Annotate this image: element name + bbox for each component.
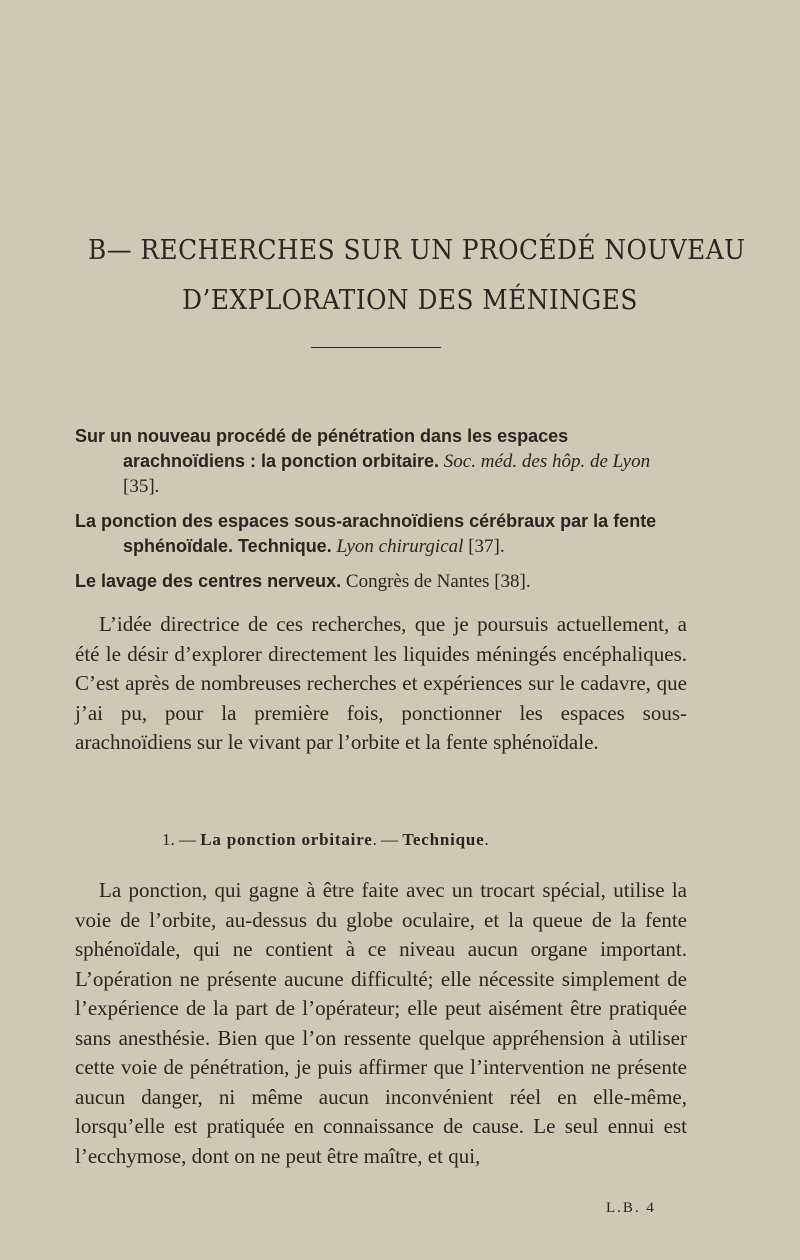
reference-source: Lyon chirurgical — [336, 536, 464, 557]
section-dash: . — — [372, 830, 403, 849]
section-heading — [162, 830, 489, 850]
title-divider — [311, 347, 441, 348]
section-subtitle: Technique — [402, 830, 485, 849]
section-end: . — [484, 830, 489, 849]
reference-item — [75, 509, 690, 559]
reference-source: Soc. méd. des hôp. de Lyon — [443, 451, 651, 472]
reference-title: Le lavage des centres nerveux. — [75, 571, 342, 591]
page-footer: L.B. 4 — [606, 1200, 656, 1216]
reference-list — [75, 424, 690, 604]
reference-source: Congrès de Nantes — [345, 571, 490, 592]
title-line-1: B— RECHERCHES SUR UN PROCÉDÉ NOUVEAU — [88, 235, 746, 266]
reference-number: [38]. — [494, 571, 531, 592]
reference-title: Sur un nouveau procédé de pénétration dans les espaces arachnoïdiens : la ponction orbitaire. — [75, 426, 569, 471]
page-title — [88, 226, 746, 326]
reference-title: La ponction des espaces sous-arachnoïdiens cérébraux par la fente sphénoïdale. Technique. — [75, 511, 657, 556]
section-number: 1. — [162, 830, 175, 849]
reference-number: [35]. — [123, 476, 160, 497]
title-line-2: D’EXPLORATION DES MÉNINGES — [182, 285, 638, 316]
section-paragraph: La ponction, qui gagne à être faite avec un trocart spécial, utilise la voie de l’orbite, au-dessus du globe oculaire, et la queue de la fente sphénoïdale, qui ne contient à ce niveau aucun organe important. L’opération ne présente aucune difficulté; elle nécessite simplement de l’expérience de la part de l’opérateur; elle peut aisément être pratiquée sans anesthésie. Bien que l’on ressente quelque appréhension à utiliser cette voie de pénétration, je puis affirmer que l’intervention ne présente aucun danger, ni même aucun inconvénient réel en elle-même, lorsqu’elle est pratiquée en connaissance de cause. Le seul ennui est l’ecchymose, dont on ne peut être maître, et qui, — [75, 878, 687, 1168]
section-title: La ponction orbitaire — [200, 830, 373, 849]
reference-number: [37]. — [468, 536, 505, 557]
intro-paragraph: L’idée directrice de ces recherches, que je poursuis actuellement, a été le désir d’explorer directement les liquides méningés encéphaliques. C’est après de nombreuses recherches et expériences sur le cadavre, que j’ai pu, pour la première fois, ponctionner les espaces sous-arachnoïdiens sur le vivant par l’orbite et la fente sphénoïdale. — [75, 612, 687, 754]
reference-item — [75, 569, 690, 594]
section-dash: — — [174, 830, 201, 849]
reference-item — [75, 424, 690, 499]
